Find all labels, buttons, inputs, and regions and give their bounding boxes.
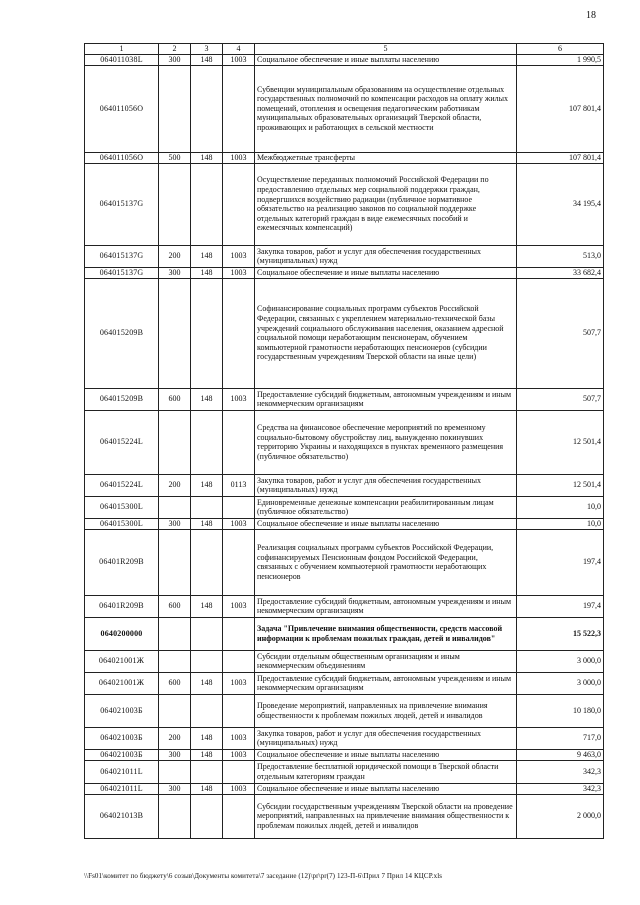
cell-code: 064021003Б (85, 694, 159, 727)
cell-ministry: 148 (191, 388, 223, 410)
cell-description: Софинансирование социальных программ субъектов Российской Федерации, связанных с укреплением материально-технической базы учреждений социального обслуживания населения, оказанием адресной социальной помощи неработающим пенсионерам, обучением компьютерной грамотности неработающих пенсионеров (субсидии государственным учреждениям Тверской области на иные цели) (255, 278, 517, 388)
cell-amount: 15 522,3 (517, 617, 604, 650)
cell-amount: 12 501,4 (517, 474, 604, 496)
cell-description: Субсидии отдельным общественным организациям и иным некоммерческим объединениям (255, 650, 517, 672)
cell-subsection (223, 760, 255, 783)
cell-subsection (223, 617, 255, 650)
cell-description: Задача "Привлечение внимания общественности, средств массовой информации к проблемам пожилых граждан, детей и инвалидов" (255, 617, 517, 650)
cell-amount: 717,0 (517, 727, 604, 749)
cell-section (159, 529, 191, 595)
cell-section: 300 (159, 518, 191, 529)
cell-amount: 197,4 (517, 529, 604, 595)
cell-ministry (191, 496, 223, 518)
cell-amount: 342,3 (517, 783, 604, 794)
cell-subsection (223, 65, 255, 152)
cell-section: 300 (159, 54, 191, 65)
cell-section: 300 (159, 267, 191, 278)
cell-ministry: 148 (191, 672, 223, 694)
cell-amount: 3 000,0 (517, 650, 604, 672)
cell-amount: 107 801,4 (517, 65, 604, 152)
cell-subsection: 1003 (223, 727, 255, 749)
cell-description: Социальное обеспечение и иные выплаты населению (255, 267, 517, 278)
cell-section (159, 410, 191, 474)
cell-code: 064015209В (85, 278, 159, 388)
footer-file-path: \\Fs01\комитет по бюджету\6 созыв\Документы комитета\7 заседание (12)\pr\pr(7) 123-П-6\Прил 7 Прил 14 КЦСР.xls (84, 872, 443, 880)
cell-description: Субсидии государственным учреждениям Тверской области на проведение мероприятий, направленных на привлечение внимания общественности к проблемам пожилых людей, детей и инвалидов (255, 794, 517, 838)
cell-description: Закупка товаров, работ и услуг для обеспечения государственных (муниципальных) нужд (255, 474, 517, 496)
table-row (85, 65, 604, 152)
column-header-section: 2 (159, 44, 191, 55)
cell-code: 06401R209В (85, 529, 159, 595)
cell-code: 064021001Ж (85, 650, 159, 672)
cell-section (159, 694, 191, 727)
cell-ministry: 148 (191, 783, 223, 794)
cell-amount: 197,4 (517, 595, 604, 617)
cell-amount: 107 801,4 (517, 152, 604, 163)
cell-description: Социальное обеспечение и иные выплаты населению (255, 749, 517, 760)
column-header-code: 1 (85, 44, 159, 55)
cell-amount: 34 195,4 (517, 163, 604, 245)
table-row (85, 727, 604, 749)
cell-section: 600 (159, 595, 191, 617)
cell-amount: 33 682,4 (517, 267, 604, 278)
cell-section: 200 (159, 474, 191, 496)
cell-section: 500 (159, 152, 191, 163)
table-row (85, 794, 604, 838)
cell-section: 300 (159, 783, 191, 794)
column-header-description: 5 (255, 44, 517, 55)
cell-code: 064015137G (85, 163, 159, 245)
cell-code: 064015137G (85, 267, 159, 278)
cell-amount: 342,3 (517, 760, 604, 783)
cell-amount: 10,0 (517, 518, 604, 529)
table-row (85, 388, 604, 410)
cell-section: 600 (159, 388, 191, 410)
cell-section: 300 (159, 749, 191, 760)
cell-subsection: 1003 (223, 152, 255, 163)
cell-section (159, 617, 191, 650)
cell-ministry: 148 (191, 595, 223, 617)
table-row (85, 595, 604, 617)
cell-amount: 10 180,0 (517, 694, 604, 727)
cell-amount: 507,7 (517, 388, 604, 410)
cell-section (159, 760, 191, 783)
table-row (85, 617, 604, 650)
cell-code: 06401R209В (85, 595, 159, 617)
cell-code: 064015137G (85, 245, 159, 267)
cell-section (159, 65, 191, 152)
column-header-ministry: 3 (191, 44, 223, 55)
cell-code: 064015300L (85, 496, 159, 518)
table-row (85, 267, 604, 278)
table-row (85, 760, 604, 783)
cell-subsection: 1003 (223, 518, 255, 529)
cell-section (159, 278, 191, 388)
cell-subsection (223, 794, 255, 838)
cell-subsection (223, 278, 255, 388)
table-row (85, 278, 604, 388)
cell-description: Единовременные денежные компенсации реабилитированным лицам (публичное обязательство) (255, 496, 517, 518)
table-row (85, 694, 604, 727)
cell-ministry (191, 529, 223, 595)
cell-code: 064011038L (85, 54, 159, 65)
cell-ministry (191, 617, 223, 650)
table-row (85, 245, 604, 267)
cell-description: Закупка товаров, работ и услуг для обеспечения государственных (муниципальных) нужд (255, 245, 517, 267)
table-row (85, 749, 604, 760)
table-row (85, 152, 604, 163)
cell-description: Предоставление субсидий бюджетным, автономным учреждениям и иным некоммерческим организациям (255, 595, 517, 617)
cell-code: 064021013В (85, 794, 159, 838)
cell-subsection (223, 694, 255, 727)
page-number: 18 (586, 10, 596, 21)
cell-amount: 2 000,0 (517, 794, 604, 838)
cell-code: 064021003Б (85, 727, 159, 749)
table-row (85, 496, 604, 518)
cell-description: Закупка товаров, работ и услуг для обеспечения государственных (муниципальных) нужд (255, 727, 517, 749)
cell-section (159, 650, 191, 672)
cell-amount: 513,0 (517, 245, 604, 267)
table-row (85, 650, 604, 672)
budget-table (84, 43, 604, 839)
cell-ministry (191, 410, 223, 474)
cell-code: 064015300L (85, 518, 159, 529)
cell-description: Проведение мероприятий, направленных на привлечение внимания общественности к проблемам пожилых людей, детей и инвалидов (255, 694, 517, 727)
cell-subsection (223, 650, 255, 672)
cell-description: Предоставление бесплатной юридической помощи в Тверской области отдельным категориям граждан (255, 760, 517, 783)
cell-ministry (191, 694, 223, 727)
cell-section (159, 496, 191, 518)
cell-code: 064021003Б (85, 749, 159, 760)
cell-code: 0640200000 (85, 617, 159, 650)
cell-section (159, 794, 191, 838)
cell-ministry: 148 (191, 474, 223, 496)
cell-subsection (223, 496, 255, 518)
cell-subsection: 1003 (223, 267, 255, 278)
cell-section: 600 (159, 672, 191, 694)
cell-code: 064021011L (85, 783, 159, 794)
cell-subsection (223, 529, 255, 595)
table-row (85, 783, 604, 794)
cell-ministry (191, 650, 223, 672)
cell-ministry (191, 65, 223, 152)
column-header-amount: 6 (517, 44, 604, 55)
cell-section: 200 (159, 727, 191, 749)
table-row (85, 529, 604, 595)
cell-amount: 507,7 (517, 278, 604, 388)
cell-description: Социальное обеспечение и иные выплаты населению (255, 518, 517, 529)
cell-code: 064021001Ж (85, 672, 159, 694)
cell-description: Межбюджетные трансферты (255, 152, 517, 163)
cell-subsection: 1003 (223, 672, 255, 694)
cell-code: 064021011L (85, 760, 159, 783)
cell-code: 064015224L (85, 474, 159, 496)
cell-description: Осуществление переданных полномочий Российской Федерации по предоставлению отдельных мер социальной поддержки граждан, подвергшихся воздействию радиации (публичное нормативное обязательство на реализацию законов по социальной поддержке отдельных категорий граждан в виде ежемесячных пособий и ежемесячных компенсаций) (255, 163, 517, 245)
cell-ministry: 148 (191, 518, 223, 529)
cell-description: Субвенции муниципальным образованиям на осуществление отдельных государственных полномочий по компенсации расходов на оплату жилых помещений, отопления и освещения педагогическим работникам муниципальных образовательных организаций Тверской области, проживающих и работающих в сельской местности (255, 65, 517, 152)
table-row (85, 163, 604, 245)
cell-description: Социальное обеспечение и иные выплаты населению (255, 783, 517, 794)
cell-ministry: 148 (191, 245, 223, 267)
cell-description: Реализация социальных программ субъектов Российской Федерации, софинансируемых Пенсионным фондом Российской Федерации, связанных с обучением компьютерной грамотности неработающих пенсионеров (255, 529, 517, 595)
cell-code: 064015209В (85, 388, 159, 410)
cell-amount: 12 501,4 (517, 410, 604, 474)
table-header-row (85, 44, 604, 55)
cell-subsection: 1003 (223, 595, 255, 617)
cell-amount: 10,0 (517, 496, 604, 518)
cell-ministry (191, 760, 223, 783)
cell-subsection: 0113 (223, 474, 255, 496)
cell-subsection: 1003 (223, 388, 255, 410)
cell-description: Предоставление субсидий бюджетным, автономным учреждениям и иным некоммерческим организациям (255, 388, 517, 410)
cell-description: Социальное обеспечение и иные выплаты населению (255, 54, 517, 65)
cell-description: Средства на финансовое обеспечение мероприятий по временному социально-бытовому обустройству лиц, вынужденно покинувших территорию Украины и находящихся в пунктах временного размещения (публичное обязательство) (255, 410, 517, 474)
cell-ministry: 148 (191, 267, 223, 278)
table-row (85, 54, 604, 65)
cell-ministry (191, 278, 223, 388)
cell-code: 064011056О (85, 65, 159, 152)
table-row (85, 518, 604, 529)
cell-ministry (191, 794, 223, 838)
cell-ministry: 148 (191, 749, 223, 760)
cell-ministry: 148 (191, 727, 223, 749)
cell-subsection: 1003 (223, 783, 255, 794)
cell-code: 064015224L (85, 410, 159, 474)
cell-subsection (223, 410, 255, 474)
column-header-subsection: 4 (223, 44, 255, 55)
table-body (85, 54, 604, 838)
cell-ministry: 148 (191, 54, 223, 65)
cell-amount: 9 463,0 (517, 749, 604, 760)
table-row (85, 474, 604, 496)
cell-subsection: 1003 (223, 749, 255, 760)
cell-code: 064011056О (85, 152, 159, 163)
cell-amount: 3 000,0 (517, 672, 604, 694)
cell-subsection: 1003 (223, 54, 255, 65)
cell-ministry: 148 (191, 152, 223, 163)
cell-amount: 1 990,5 (517, 54, 604, 65)
cell-section: 200 (159, 245, 191, 267)
table-row (85, 672, 604, 694)
cell-ministry (191, 163, 223, 245)
cell-description: Предоставление субсидий бюджетным, автономным учреждениям и иным некоммерческим организациям (255, 672, 517, 694)
cell-subsection: 1003 (223, 245, 255, 267)
table-row (85, 410, 604, 474)
cell-section (159, 163, 191, 245)
cell-subsection (223, 163, 255, 245)
